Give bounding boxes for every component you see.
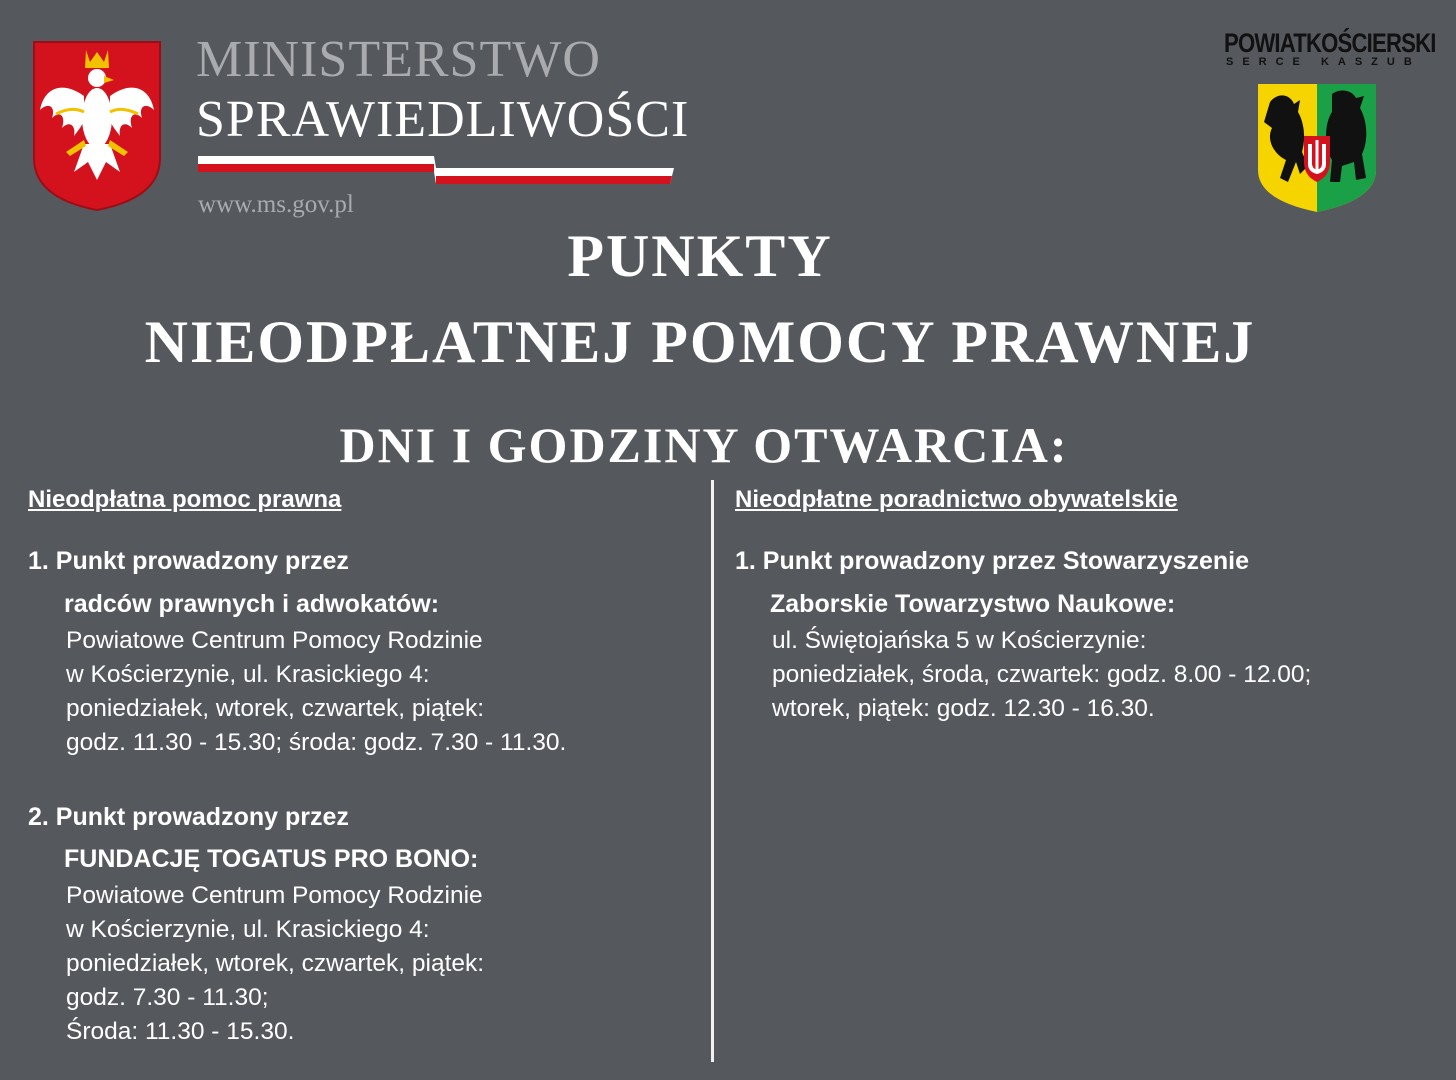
right-item1-detail: poniedziałek, środa, czwartek: godz. 8.00 - 12.00; bbox=[772, 661, 1312, 688]
ministry-name-line1: MINISTERSTWO bbox=[196, 31, 601, 88]
left-column-heading: Nieodpłatna pomoc prawna bbox=[28, 486, 342, 513]
left-item2-detail: godz. 7.30 - 11.30; bbox=[66, 984, 269, 1011]
left-item2-detail: Powiatowe Centrum Pomocy Rodzinie bbox=[66, 882, 483, 909]
right-item1-title: 1. Punkt prowadzony przez Stowarzyszenie bbox=[735, 547, 1250, 575]
page-title-line2: NIEODPŁATNEJ POMOCY PRAWNEJ bbox=[144, 309, 1256, 375]
ministry-name-line2: SPRAWIEDLIWOŚCI bbox=[196, 91, 690, 148]
opening-hours-heading: DNI I GODZINY OTWARCIA: bbox=[339, 417, 1069, 473]
left-item1-detail: poniedziałek, wtorek, czwartek, piątek: bbox=[66, 695, 485, 722]
polish-flag-ribbon-icon bbox=[196, 154, 676, 188]
left-item2-detail: Środa: 11.30 - 15.30. bbox=[66, 1018, 295, 1045]
powiat-tagline: SERCE KASZUB bbox=[1226, 56, 1421, 68]
powiat-name: POWIATKOŚCIERSKI bbox=[1224, 28, 1436, 58]
left-item2-detail: w Kościerzynie, ul. Krasickiego 4: bbox=[66, 916, 430, 943]
left-item1-detail: w Kościerzynie, ul. Krasickiego 4: bbox=[66, 661, 430, 688]
left-item1-detail: godz. 11.30 - 15.30; środa: godz. 7.30 - 11.30. bbox=[66, 729, 567, 756]
right-column-heading: Nieodpłatne poradnictwo obywatelskie bbox=[735, 486, 1178, 513]
left-item2-detail: poniedziałek, wtorek, czwartek, piątek: bbox=[66, 950, 485, 977]
right-item1-detail: wtorek, piątek: godz. 12.30 - 16.30. bbox=[772, 695, 1155, 722]
powiat-koscierski-crest-icon bbox=[1256, 82, 1378, 214]
polish-eagle-emblem-icon bbox=[32, 40, 162, 212]
column-divider bbox=[711, 480, 714, 1062]
left-item2-title: 2. Punkt prowadzony przez bbox=[28, 803, 349, 831]
page-title-line1: PUNKTY bbox=[567, 223, 833, 289]
left-item1-detail: Powiatowe Centrum Pomocy Rodzinie bbox=[66, 627, 483, 654]
ministry-url: www.ms.gov.pl bbox=[198, 191, 354, 218]
left-item1-subtitle: radców prawnych i adwokatów: bbox=[64, 590, 440, 618]
right-item1-subtitle: Zaborskie Towarzystwo Naukowe: bbox=[770, 590, 1176, 618]
left-item2-subtitle: FUNDACJĘ TOGATUS PRO BONO: bbox=[64, 845, 479, 873]
right-item1-detail: ul. Świętojańska 5 w Kościerzynie: bbox=[772, 627, 1147, 654]
left-item1-title: 1. Punkt prowadzony przez bbox=[28, 547, 349, 575]
